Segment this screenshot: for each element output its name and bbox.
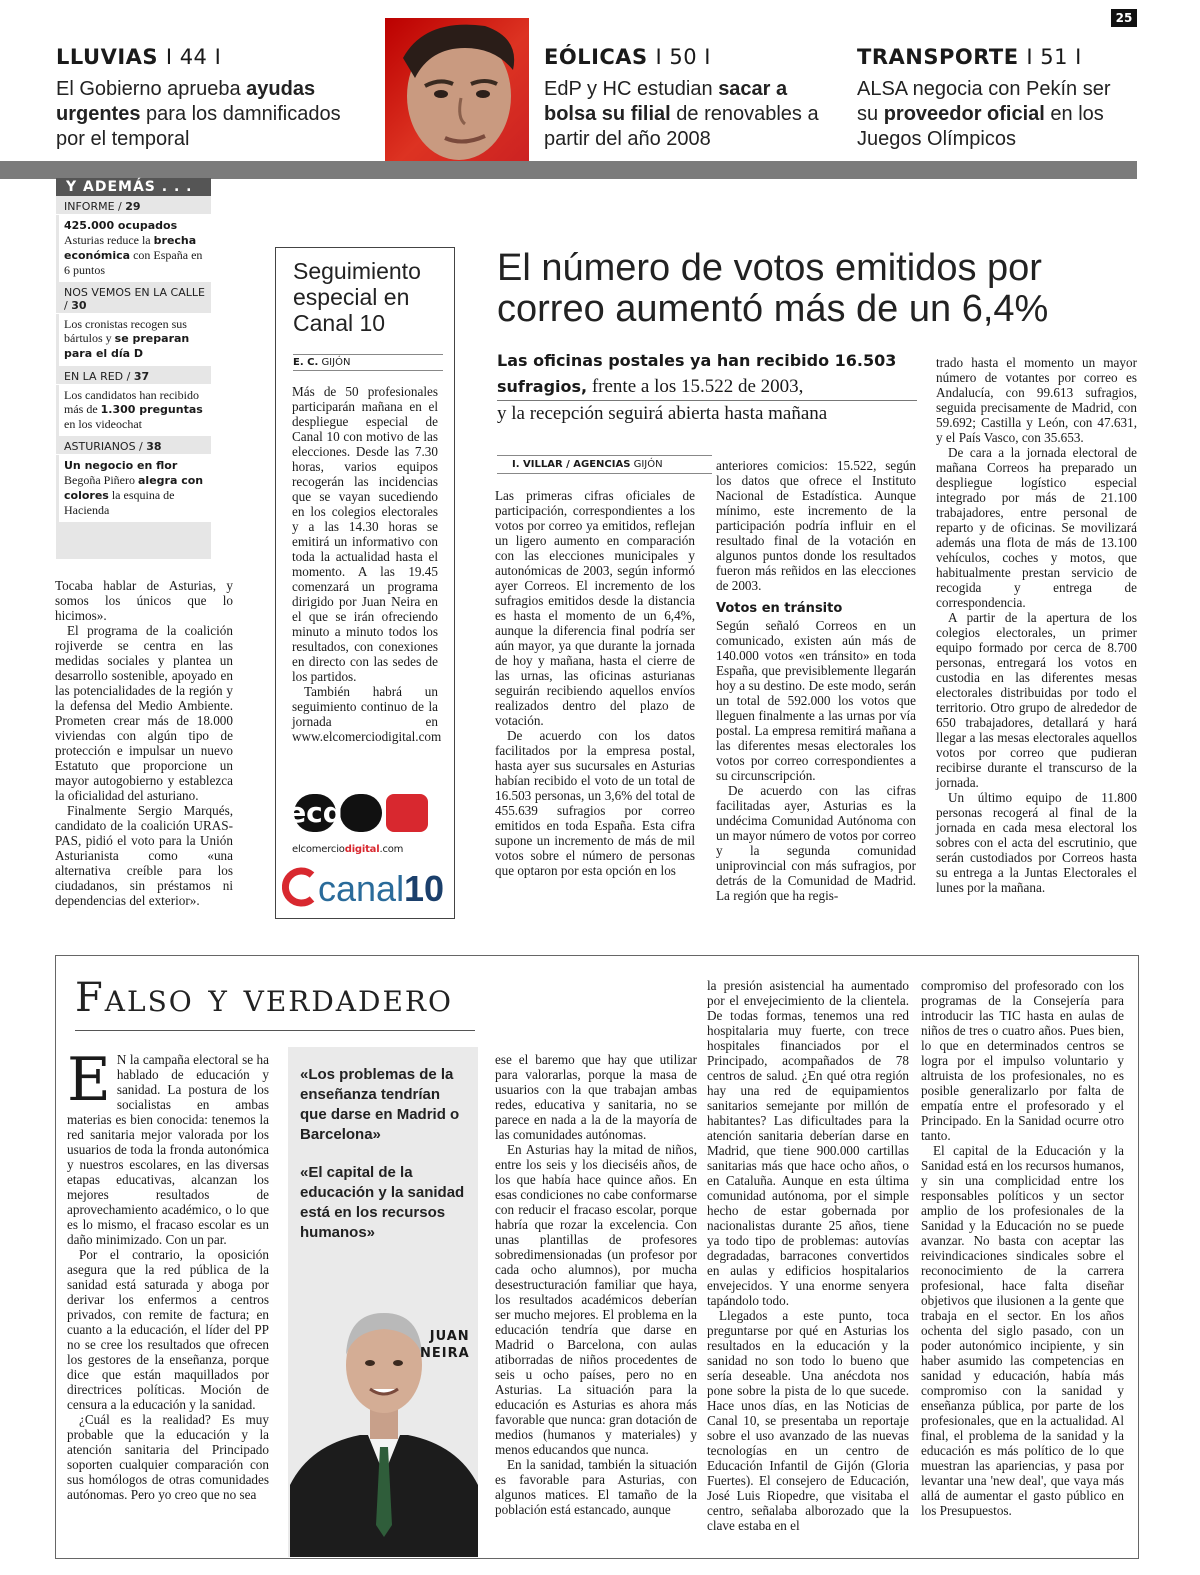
paragraph: N la campaña electoral se ha hablado de educación y sanidad. La postura de los socialistas en ambas materias es bien conocida: tenemos la red sanitaria mejor valorada por los usuarios de toda la fronda autonómica y nuestros escolares, en las diversas etapas educativas, alcanzan los mejores resultados de aprovechamiento académico, o lo que es lo mismo, el fracaso escolar es un daño minimizado. Con un par. [67, 1052, 269, 1247]
pull-quote: «Los problemas de la enseñanza tendrían que darse en Madrid o Barcelona» [300, 1066, 460, 1143]
item-text: Asturias reduce la [64, 233, 151, 247]
byline-author: E. C. [293, 357, 319, 368]
teaser-section: EÓLICAS [544, 45, 648, 69]
item-category: EN LA RED / [64, 370, 131, 383]
url-part: .com [379, 844, 404, 855]
teaser-section: TRANSPORTE [857, 45, 1019, 69]
canal10-logo[interactable] [282, 864, 448, 910]
paragraph: De cara a la jornada electoral de mañana Correos ha preparado un despliegue logístico especial integrado por más de 21.100 trabajadores, entre personal de reparto y de oficinas. Se movilizará además una flota de más de 13.100 vehículos, coches y motos, que habitualmente prestan servicio de recogida y entrega de correspondencia. [936, 445, 1137, 610]
item-page: 30 [71, 299, 87, 312]
author-photo [290, 1275, 478, 1557]
teaser-text-pre: ALSA negocia con Pekín ser su [857, 78, 1111, 125]
subhead-bold: Las oficinas postales ya han recibido 16.503 sufragios, [497, 351, 897, 396]
item-category: NOS VEMOS EN LA CALLE / [64, 286, 205, 312]
teaser-page: I 44 I [165, 45, 222, 69]
title-rule [75, 1030, 475, 1031]
item-text: la esquina de Hacienda [64, 488, 175, 517]
opinion-col-4 [921, 978, 1124, 1518]
teaser-lluvias[interactable] [56, 45, 346, 152]
canal-number: 10 [404, 868, 445, 909]
canal-word: canal [318, 868, 405, 909]
header-photo [385, 18, 529, 161]
item-page: 37 [133, 370, 150, 383]
y-ademas-box [56, 196, 211, 559]
paragraph: trado hasta el momento un mayor número de votantes por correo es Andalucía, con 99.613 sufragios, seguida precisamente de Madrid, con 59.692; Castilla y León, con 47.631, y el País Vasco, con 35.653. [936, 355, 1137, 445]
paragraph: anteriores comicios: 15.522, según los datos que ofrece el Instituto Nacional de Estadística. Aunque mínimo, este incremento de la participación podría influir en el resultado final de la votación en algunos puntos donde los resultados fueron más reñidos en las elecciones de 2003. [716, 458, 916, 593]
teaser-eolicas[interactable] [544, 45, 834, 152]
ecd-logo-e: ecd [292, 796, 343, 829]
dropcap: E [67, 1045, 111, 1115]
item-bold: brecha económica [64, 234, 197, 262]
subsection-heading: Votos en tránsito [716, 601, 843, 616]
paragraph: compromiso del profesorado con los programas de la Consejería para introducir las TIC hasta en aulas de niños de tres o cuatro años. Pues bien, lo que en determinados centros se logra por el impulso voluntario y altruista de los profesionales, no es posible generalizarlo por falta de empatía entre el profesorado y el Principado. En la Sanidad ocurre otro tanto. [921, 978, 1124, 1143]
pull-quotes-panel [288, 1047, 478, 1557]
paragraph: El programa de la coalición rojiverde se centra en las medidas sociales y plantea un desarrollo sostenible, apoyado en las potencialidades de la región y la defensa del Medio Ambiente. Prometen crear más de 18.000 viviendas con algún tipo de protección e impulsar un nuevo Estatuto que proporcione un mayor autogobierno y establezca la oficialidad del asturiano. [55, 623, 233, 803]
teaser-transporte[interactable] [857, 45, 1127, 152]
item-text: con España en 6 puntos [64, 248, 203, 277]
paragraph: ¿Cuál es la realidad? Es muy probable que la educación y la atención sanitaria del Principado soporten cualquier comparación con sus homólogos de otras comunidades autónomas. Pero yo creo que no sea [67, 1412, 269, 1502]
item-text: Los candidatos han recibido más de [64, 388, 199, 416]
paragraph: Tocaba hablar de Asturias, y somos los únicos que lo hicimos». [55, 578, 233, 623]
article-col-1 [495, 488, 695, 878]
paragraph: la presión asistencial ha aumentado por el envejecimiento de la clientela. De todas formas, tenemos una red hospitalaria muy fuerte, con trece hospitales financiados por el Principado, acompañados de 78 centros de salud. ¿En qué otra región hay una red de equipamientos sanitarios semejante por millón de habitantes? Las dificultades para la atención sanitaria deberían darse en Madrid, que tiene 900.000 cartillas sanitarias más que hace ocho años, o en Cataluña. Aunque en esta última comunidad autónoma, por el simple hecho de estar gobernada por nacionalistas durante 25 años, tiene ya todo tipo de problemas: autovías degradadas, barracones convertidos en aulas y edificios hospitalarios envejecidos. Y una enorme senyera tapándolo todo. [707, 978, 909, 1308]
paragraph: Más de 50 profesionales participarán mañana en el despliegue especial de Canal 10 con motivo de las elecciones. Desde las 7.30 horas, varios equipos recogerán las incidencias que se vayan sucediendo en los colegios electorales y a las 14.30 horas se emitirá un informativo con toda la actualidad hasta el momento. A las 19.45 comenzará un programa dirigido por Juan Neira en el que se irán ofreciendo minuto a minuto todos los resultados, con conexiones en directo con las sedes de los partidos. [292, 384, 438, 684]
item-text: Begoña Piñero [64, 473, 135, 487]
item-bold: alegra con colores [64, 474, 204, 502]
opinion-col-2 [495, 1052, 697, 1517]
opinion-col-1 [67, 1045, 269, 1502]
canal10-byline [293, 354, 443, 371]
y-ademas-item[interactable] [56, 436, 211, 522]
paragraph: En Asturias hay la mitad de niños, entre los seis y los dieciséis años, de los que había hace quince años. En esas condiciones no cabe conformarse con reducir el fracaso escolar, porque habría que rozar la excelencia. Con unas plantillas de profesores sobredimensionadas (un profesor por cada ocho alumnos), por mucha desestructuración familiar que haya, los resultados académicos deberían ser mucho mejores. El problema en la educación tendría que darse en Madrid o Barcelona, con aulas atiborradas de niños procedentes de seis u ocho países, pero no en Asturias. La situación para la educación es Asturias es ahora más favorable que nunca: gran dotación de medios (humanos y materiales) y menos educandos que nunca. [495, 1142, 697, 1457]
item-headline: Un negocio en flor [64, 459, 178, 472]
teaser-text-bold: proveedor oficial [883, 103, 1045, 125]
paragraph: Las primeras cifras oficiales de participación, correspondientes a los votos por correo ya emitidos, reflejan un ligero aumento en comparación con las elecciones municipales y autonómicas de 2003, según informó ayer Correos. El incremento de los sufragios emitidos desde la distancia es hasta el momento de un 6,4%, aunque la diferencia final podría ser aún mayor, ya que durante la jornada de hoy y mañana, hasta el cierre de las urnas, las oficinas asturianas seguirán recibiendo aquellos envíos realizados dentro del plazo de votación. [495, 488, 695, 728]
author-first: JUAN [429, 1329, 470, 1344]
teaser-text-pre: El Gobierno aprueba [56, 78, 241, 100]
paragraph: Llegados a este punto, toca preguntarse por qué en Asturias los resultados en la educación y la sanidad no son todo lo bueno que sería deseable. Una anécdota nos pone sobre la pista de lo que sucede. Hace unos días, en las Noticias de Canal 10, se presentaba un reportaje sobre el uso avanzado de las nuevas tecnologías en un centro de Educación Infantil de Gijón (Gloria Fuertes). El consejero de Educación, José Luis Riopedre, que visitaba el centro, señalaba alborozado que la clave estaba en el [707, 1308, 909, 1533]
byline-place: GIJÓN [633, 459, 663, 470]
canal10-title: Seguimiento especial en Canal 10 [293, 258, 421, 336]
canal10-text [292, 384, 442, 744]
opinion-col-3 [707, 978, 909, 1533]
y-ademas-title: Y ADEMÁS . . . [56, 178, 211, 196]
item-category: ASTURIANOS / [64, 440, 143, 453]
teaser-text-post: de renovables a partir del año 2008 [544, 103, 819, 150]
teaser-text-bold: ayudas urgentes [56, 78, 316, 125]
paragraph: ese el baremo que hay que utilizar para valorarlas, porque la masa de usuarios con la que trabajan ambas redes, educativa y sanitaria, no se parece en nada a la de la mayoría de las comunidades autónomas. [495, 1052, 697, 1142]
author-last: NEIRA [420, 1346, 470, 1361]
opinion-title: Falso y verdadero [75, 975, 453, 1021]
paragraph: A partir de la apertura de los colegios electorales, un primer equipo formado por cerca de 8.700 personas, entregará los votos en custodia en las diferentes mesas electorales distribuidas por todo el territorio. Otro grupo de alrededor de 650 trabajadores, detallará y hará llegar a las mesas electorales aquellos votos por correo que pudieran recibirse durante el transcurso de la jornada. [936, 610, 1137, 790]
teaser-page: I 50 I [655, 45, 711, 69]
article-subhead [497, 348, 917, 427]
pull-quote: «El capital de la educación y la sanidad está en los recursos humanos» [300, 1164, 465, 1241]
teaser-text-bold: sacar a bolsa su filial [544, 78, 788, 125]
teaser-text-pre: EdP y HC estudian [544, 78, 713, 100]
teaser-page: I 51 I [1026, 45, 1082, 69]
y-ademas-item[interactable] [56, 366, 211, 436]
teaser-section: LLUVIAS [56, 45, 159, 69]
item-text: Los cronistas recogen sus bártulos y [64, 317, 187, 345]
paragraph: Según señaló Correos en un comunicado, existen aún más de 140.000 votos «en tránsito» en toda España, que previsiblemente llegarán hoy a su destino. De este modo, serán un total de 592.000 los votos que lleguen finalmente a las urnas por vía postal. La empresa remitirá mañana a las diferentes mesas electorales los votos por correo correspondientes a su circunscripción. [716, 618, 916, 783]
left-column-text [55, 578, 233, 908]
item-page: 38 [146, 440, 162, 453]
page-number: 25 [1111, 9, 1137, 27]
item-bold: se preparan para el día D [64, 332, 190, 360]
article-headline: El número de votos emitidos por correo aumentó más de un 6,4% [497, 247, 1049, 330]
byline-author: I. VILLAR / AGENCIAS [512, 459, 631, 470]
canal10-sidebar [275, 247, 455, 919]
url-part: digital [344, 844, 380, 855]
paragraph: En la sanidad, también la situación es favorable para Asturias, con algunos matices. El tamaño de la población está estancado, aunque [495, 1457, 697, 1517]
item-bold: 1.300 preguntas [100, 403, 203, 416]
subhead-text: frente a los 15.522 de 2003, [591, 376, 804, 397]
article-col-2 [716, 458, 916, 903]
paragraph: De acuerdo con los datos facilitados por la empresa postal, hasta ayer sus sucursales en Asturias habían recibido el voto de un total de 16.503 personas, un 3,6% del total de 455.639 sufragios por correo emitidos en toda España. Esta cifra supone un incremento de más de mil votos sobre el número de personas que optaron por esta opción en los [495, 728, 695, 878]
item-text: en los videochat [64, 417, 142, 431]
paragraph: Un último equipo de 11.800 personas recogerá al final de la jornada en cada mesa electoral los sobres con el acta del escrutinio, que serán custodiados por Correos hasta su entrega a la Juntas Electorales el lunes por la mañana. [936, 790, 1137, 895]
paragraph: De acuerdo con las cifras facilitadas ayer, Asturias es la undécima Comunidad Autónoma con un mayor número de votos por correo y la segunda comunidad uniprovincial con más sufragios, por detrás de la Comunidad de Madrid. La región que ha regis- [716, 783, 916, 903]
teaser-text-post: en los Juegos Olímpicos [857, 103, 1104, 150]
article-col-3 [936, 355, 1137, 895]
paragraph: El capital de la Educación y la Sanidad está en los recursos humanos, y sin una complicidad entre los responsables políticos y un sector amplio de los profesionales de la Sanidad y la Educación no se puede avanzar. No basta con aceptar las reivindicaciones sindicales sobre el reconocimiento de la carrera profesional, hace falta diseñar objetivos que ilusionen a la gente que trabaja en el sector. En los años ochenta del siglo pasado, con un poder autonómico incipiente, y sin haber asumido las competencias en sanidad y educación, había más compromiso con la sanidad y enseñanza pública, por parte de los profesionales, que en la actualidad. Al final, el problema de la sanidad y la educación es más político de lo que muestran las apariencias, y pasa por levantar una 'new deal', que vaya más allá de aumentar el gasto público en los Presupuestos. [921, 1143, 1124, 1518]
y-ademas-item[interactable] [56, 282, 211, 366]
item-headline: 425.000 ocupados [64, 219, 178, 232]
author-name [420, 1328, 470, 1362]
subhead-text: y la recepción seguirá abierta hasta mañana [497, 403, 828, 424]
url-part: elcomercio [292, 844, 345, 855]
article-byline [497, 455, 712, 474]
teaser-text-post: para los damnificados por el temporal [56, 103, 341, 150]
header-divider-bar [0, 161, 1137, 179]
y-ademas-item[interactable] [56, 196, 211, 282]
byline-place: GIJÓN [321, 357, 351, 368]
item-category: INFORME / [64, 200, 122, 213]
paragraph: También habrá un seguimiento continuo de la jornada en www.elcomerciodigital.com [292, 684, 442, 744]
paragraph: Por el contrario, la oposición asegura que la red pública de la sanidad está saturada y aboga por derivar los enfermos a centros privados, con remite de factura; en cuanto a la educación, el líder del PP no se cree los resultados que ofrecen los gestores de la enseñanza, porque dice que están maquillados por directrices políticas. Moción de censura a la educación y la sanidad. [67, 1247, 269, 1412]
paragraph: Finalmente Sergio Marqués, candidato de la coalición URAS-PAS, pidió el voto para la Unión Asturianista como «una alternativa creíble para los ciudadanos, sin préstamos ni dependencias del exterior». [55, 803, 233, 908]
ecd-logo[interactable] [292, 792, 432, 834]
item-page: 29 [125, 200, 141, 213]
ecd-url[interactable] [292, 844, 403, 855]
